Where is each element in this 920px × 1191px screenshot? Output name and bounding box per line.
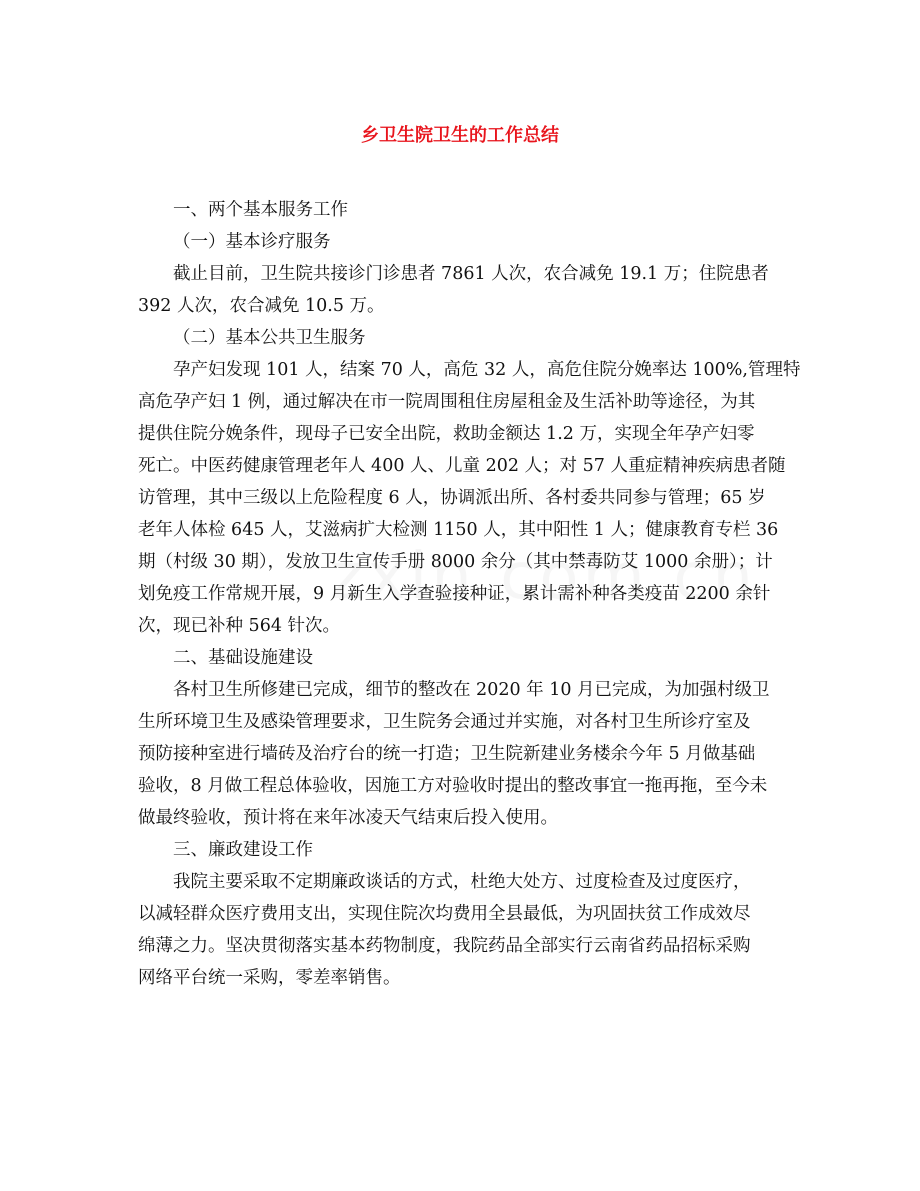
paragraph-line: 验收，8 月做工程总体验收，因施工方对验收时提出的整改事宜一拖再拖，至今未: [138, 776, 768, 796]
paragraph-line: 死亡。中医药健康管理老年人 400 人、儿童 202 人；对 57 人重症精神疾病患者随: [138, 456, 786, 476]
paragraph-line: 392 人次，农合减免 10.5 万。: [138, 296, 385, 316]
paragraph-basic-care: [138, 258, 784, 322]
subheading-basic-care: （一）基本诊疗服务: [173, 232, 331, 252]
paragraph-line: 生所环境卫生及感染管理要求，卫生院务会通过并实施，对各村卫生所诊疗室及: [138, 712, 751, 732]
section-heading-1: 一、两个基本服务工作: [173, 200, 348, 220]
paragraph-integrity: [138, 866, 784, 994]
paragraph-public-health: [138, 354, 801, 642]
paragraph-line: 截止目前，卫生院共接诊门诊患者 7861 人次，农合减免 19.1 万；住院患者: [173, 264, 769, 284]
paragraph-line: 各村卫生所修建已完成，细节的整改在 2020 年 10 月已完成，为加强村级卫: [173, 680, 770, 700]
section-heading-2: 二、基础设施建设: [173, 648, 313, 668]
paragraph-line: 高危孕产妇 1 例，通过解决在市一院周围租住房屋租金及生活补助等途径，为其: [138, 392, 756, 412]
paragraph-line: 预防接种室进行墙砖及治疗台的统一打造；卫生院新建业务楼余今年 5 月做基础: [138, 744, 756, 764]
paragraph-line: 做最终验收，预计将在来年冰凌天气结束后投入使用。: [138, 808, 558, 828]
paragraph-line: 访管理，其中三级以上危险程度 6 人，协调派出所、各村委共同参与管理；65 岁: [138, 488, 766, 508]
paragraph-line: 我院主要采取不定期廉政谈话的方式，杜绝大处方、过度检查及过度医疗，: [173, 872, 751, 892]
paragraph-line: 网络平台统一采购，零差率销售。: [138, 968, 401, 988]
paragraph-infrastructure: [138, 674, 784, 834]
document-title: 乡卫生院卫生的工作总结: [361, 125, 559, 146]
paragraph-line: 期（村级 30 期），发放卫生宣传手册 8000 余分（其中禁毒防艾 1000 余册）；计: [138, 552, 773, 572]
subheading-public-health: （二）基本公共卫生服务: [173, 328, 366, 348]
paragraph-line: 孕产妇发现 101 人，结案 70 人，高危 32 人，高危住院分娩率达 100%,管理特: [173, 360, 801, 380]
paragraph-line: 绵薄之力。坚决贯彻落实基本药物制度，我院药品全部实行云南省药品招标采购: [138, 936, 751, 956]
paragraph-line: 次，现已补种 564 针次。: [138, 616, 341, 636]
paragraph-line: 老年人体检 645 人，艾滋病扩大检测 1150 人，其中阳性 1 人；健康教育专栏 36: [138, 520, 779, 540]
paragraph-line: 提供住院分娩条件，现母子已安全出院，救助金额达 1.2 万，实现全年孕产妇零: [138, 424, 755, 444]
document-body: [138, 194, 801, 994]
paragraph-line: 划免疫工作常规开展，9 月新生入学查验接种证，累计需补种各类疫苗 2200 余针: [138, 584, 771, 604]
paragraph-line: 以减轻群众医疗费用支出，实现住院次均费用全县最低，为巩固扶贫工作成效尽: [138, 904, 751, 924]
section-heading-3: 三、廉政建设工作: [173, 840, 313, 860]
